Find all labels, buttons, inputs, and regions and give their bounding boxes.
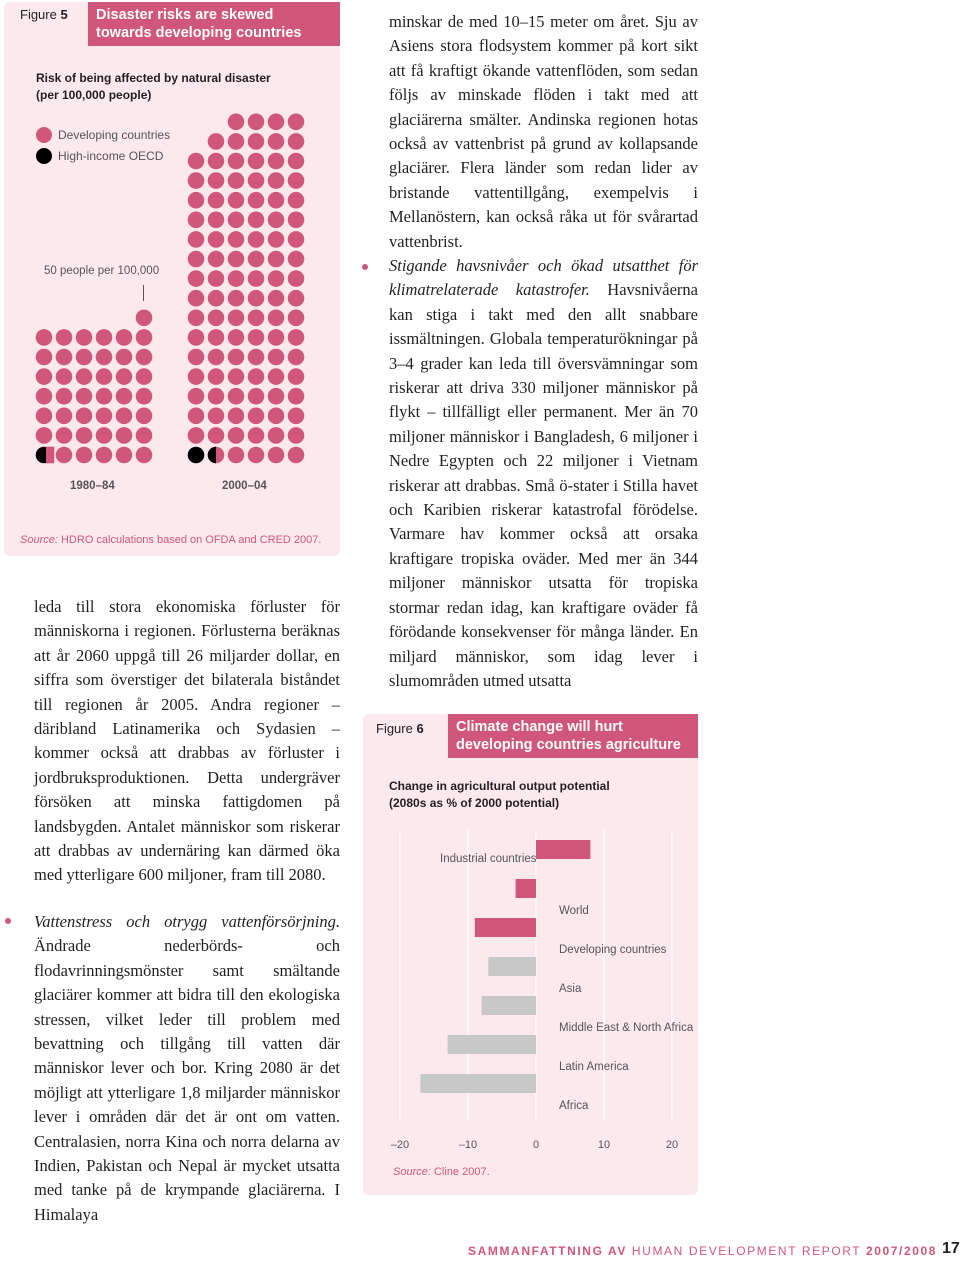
dot-developing bbox=[228, 212, 245, 229]
figure5-caption: Risk of being affected by natural disaster (per 100,000 people) bbox=[36, 71, 271, 102]
period-label-1980: 1980–84 bbox=[70, 480, 115, 492]
dot-developing bbox=[46, 447, 54, 464]
dot-developing bbox=[116, 427, 133, 444]
dot-developing bbox=[188, 231, 205, 248]
dot-developing bbox=[208, 427, 225, 444]
dot-developing bbox=[136, 329, 153, 346]
dot-developing bbox=[288, 114, 305, 131]
dot-developing bbox=[228, 153, 245, 170]
dot-developing bbox=[136, 349, 153, 366]
bar-chart bbox=[363, 820, 698, 1160]
dot-developing bbox=[268, 192, 285, 209]
dot-developing bbox=[268, 388, 285, 405]
dot-developing bbox=[208, 270, 225, 287]
dot-developing bbox=[76, 329, 93, 346]
dot-developing bbox=[288, 251, 305, 268]
bullet-sea-level bbox=[362, 264, 368, 270]
page-number: 17 bbox=[942, 1240, 960, 1257]
dot-developing bbox=[56, 349, 73, 366]
dot-developing bbox=[56, 329, 73, 346]
dot-pictogram bbox=[0, 0, 340, 480]
bar-category-label: Middle East & North Africa bbox=[559, 1022, 694, 1034]
dot-developing bbox=[208, 329, 225, 346]
dot-developing bbox=[288, 388, 305, 405]
dot-developing bbox=[248, 310, 265, 327]
dot-developing bbox=[36, 368, 53, 385]
dot-developing bbox=[228, 427, 245, 444]
dot-developing bbox=[208, 310, 225, 327]
dot-high-income bbox=[208, 447, 216, 464]
dot-developing bbox=[208, 192, 225, 209]
dot-developing bbox=[76, 408, 93, 425]
dot-developing bbox=[56, 408, 73, 425]
dot-developing bbox=[268, 310, 285, 327]
dot-developing bbox=[208, 368, 225, 385]
dot-developing bbox=[76, 388, 93, 405]
dot-developing bbox=[268, 153, 285, 170]
dot-developing bbox=[96, 368, 113, 385]
dot-developing bbox=[76, 349, 93, 366]
dot-developing bbox=[248, 427, 265, 444]
dot-developing bbox=[248, 290, 265, 307]
dot-developing bbox=[228, 310, 245, 327]
dot-developing bbox=[76, 447, 93, 464]
dot-developing bbox=[268, 368, 285, 385]
dot-developing bbox=[116, 329, 133, 346]
dot-high-income bbox=[188, 447, 205, 464]
legend-high-income: High-income OECD bbox=[36, 148, 163, 164]
dot-developing bbox=[288, 447, 305, 464]
dot-developing bbox=[188, 192, 205, 209]
dot-developing bbox=[188, 368, 205, 385]
dot-developing bbox=[228, 349, 245, 366]
dot-developing bbox=[36, 349, 53, 366]
footer-running-head: SAMMANFATTNING AV HUMAN DEVELOPMENT REPORT 2007/2008 bbox=[468, 1244, 938, 1258]
dot-developing bbox=[188, 388, 205, 405]
bar-category-label: Africa bbox=[559, 1100, 589, 1112]
dot-developing bbox=[268, 251, 285, 268]
dot-developing bbox=[116, 349, 133, 366]
dot-developing bbox=[76, 427, 93, 444]
dot-developing bbox=[268, 408, 285, 425]
legend-developing: Developing countries bbox=[36, 127, 170, 143]
dot-developing bbox=[248, 153, 265, 170]
dots-1980-84 bbox=[36, 310, 153, 464]
dot-developing bbox=[188, 408, 205, 425]
figure6-caption: Change in agricultural output potential (2080s as % of 2000 potential) bbox=[389, 779, 610, 810]
dot-developing bbox=[228, 172, 245, 189]
dot-developing bbox=[188, 153, 205, 170]
dot-developing bbox=[228, 133, 245, 150]
figure6-label: Figure 6 bbox=[376, 721, 424, 736]
left-paragraph-2: Vattenstress och otrygg vattenförsörjning. Ändrade nederbörds- och flodavrinningsmönster samt smältande glaciärer kommer att bidra till den ekologiska stressen, vilket leder till problem med bevattning och tillgång till vatten där människor lever och bor. Kring 2080 är det möjligt att ytterligare 1,8 miljarder människor lever i områden där det är ont om vatten. Centralasien, norra Kina och norra delarna av Indien, Pakistan och Nepal är mycket utsatta med tanke på de krympande glaciärerna. I Himalaya bbox=[34, 912, 340, 1224]
dot-developing bbox=[268, 212, 285, 229]
dot-developing bbox=[96, 329, 113, 346]
dot-developing bbox=[188, 427, 205, 444]
dot-developing bbox=[188, 349, 205, 366]
dot-developing bbox=[248, 231, 265, 248]
dot-developing bbox=[136, 310, 153, 327]
bar-category-label: World bbox=[559, 905, 589, 917]
dot-developing bbox=[228, 408, 245, 425]
dot-developing bbox=[268, 349, 285, 366]
dot-developing bbox=[248, 368, 265, 385]
water-heading: Vattenstress och otrygg vattenförsörjning. bbox=[34, 912, 340, 931]
dot-developing bbox=[96, 388, 113, 405]
dot-developing bbox=[116, 388, 133, 405]
dot-developing bbox=[56, 447, 73, 464]
dot-developing bbox=[208, 153, 225, 170]
dot-developing bbox=[208, 290, 225, 307]
bar bbox=[516, 879, 536, 898]
dot-developing bbox=[228, 231, 245, 248]
dot-developing bbox=[188, 310, 205, 327]
dot-developing bbox=[56, 427, 73, 444]
dot-developing bbox=[76, 368, 93, 385]
dot-developing bbox=[188, 270, 205, 287]
dot-developing bbox=[36, 388, 53, 405]
dot-developing bbox=[188, 172, 205, 189]
dot-developing bbox=[268, 290, 285, 307]
dot-developing bbox=[228, 290, 245, 307]
period-label-2000: 2000–04 bbox=[222, 480, 267, 492]
dot-developing bbox=[288, 212, 305, 229]
dot-developing bbox=[288, 427, 305, 444]
dot-developing bbox=[268, 133, 285, 150]
dot-developing bbox=[228, 114, 245, 131]
bar-category-label: Industrial countries bbox=[440, 853, 537, 865]
dot-developing bbox=[36, 408, 53, 425]
dot-developing bbox=[228, 251, 245, 268]
dot-developing bbox=[228, 447, 245, 464]
dot-developing bbox=[116, 408, 133, 425]
dot-developing bbox=[248, 212, 265, 229]
dot-developing bbox=[288, 153, 305, 170]
dot-developing bbox=[96, 349, 113, 366]
dot-developing bbox=[136, 388, 153, 405]
dot-developing bbox=[188, 251, 205, 268]
dot-developing bbox=[136, 368, 153, 385]
dot-developing bbox=[56, 388, 73, 405]
dot-developing bbox=[96, 447, 113, 464]
dot-developing bbox=[268, 114, 285, 131]
dot-developing bbox=[248, 172, 265, 189]
scale-note: 50 people per 100,000 bbox=[44, 265, 160, 277]
x-tick-label: 10 bbox=[597, 1139, 611, 1151]
x-tick-label: –10 bbox=[458, 1139, 478, 1151]
dot-developing bbox=[208, 349, 225, 366]
x-tick-label: –20 bbox=[390, 1139, 410, 1151]
dot-developing bbox=[288, 368, 305, 385]
dot-developing bbox=[208, 251, 225, 268]
bar-category-label: Developing countries bbox=[559, 944, 667, 956]
dot-developing bbox=[136, 408, 153, 425]
dot-developing bbox=[248, 114, 265, 131]
dot-developing bbox=[188, 329, 205, 346]
dot-developing bbox=[288, 329, 305, 346]
dot-developing bbox=[248, 408, 265, 425]
x-tick-label: 0 bbox=[532, 1139, 540, 1151]
bar-category-label: Asia bbox=[559, 983, 582, 995]
dot-developing bbox=[248, 447, 265, 464]
bar bbox=[420, 1074, 536, 1093]
right-paragraph-1: minskar de med 10–15 meter om året. Sju av Asiens stora flodsystem kommer på kort sikt att få kraftigt ökande vattenflöden, som sedan följs av minskade flöden i takt med att glaciärerna smälter. Andinska regionen hotas också av vattenbrist på grund av kollapsande glaciärer. Flera länder som redan lider av bristande vattentillgång, exempelvis i Mellanöstern, kan också råka ut för svårartad vattenbrist. bbox=[389, 12, 698, 251]
dot-developing bbox=[228, 388, 245, 405]
bar-category-label: Latin America bbox=[559, 1061, 629, 1073]
dot-developing bbox=[288, 349, 305, 366]
bullet-water bbox=[5, 918, 11, 924]
dot-developing bbox=[96, 408, 113, 425]
dot-developing bbox=[228, 192, 245, 209]
dot-developing bbox=[288, 192, 305, 209]
figure6-title: Climate change will hurt developing countries agriculture bbox=[448, 714, 698, 758]
right-paragraph-2: Stigande havsnivåer och ökad utsatthet för klimatrelaterade katastrofer. Havsnivåerna kan stiga i takt med den allt snabbare issmältningen. Globala temperaturökningar på 3–4 grader kan leda till översvämningar som riskerar att driva 330 miljoner människor på flykt – tillfälligt eller permanent. Mer än 70 miljoner människor i Bangladesh, 6 miljoner i Nedre Egypten och 22 miljoner i Vietnam riskerar att drabbas. Små ö-stater i Stilla havet och Karibien riskerar katastrofal förödelse. Varmare hav kommer också att orsaka kraftigare tropiska oväder. Med mer än 344 miljoner människor utsatta för tropiska stormar redan idag, kan kraftigare oväder få förödande konsekvenser för många länder. En miljard människor, som idag lever i slumområden utmed utsatta bbox=[389, 256, 698, 690]
dot-developing bbox=[136, 447, 153, 464]
dot-developing bbox=[208, 212, 225, 229]
dot-developing bbox=[268, 231, 285, 248]
dot-developing bbox=[228, 368, 245, 385]
dot-developing bbox=[116, 447, 133, 464]
dot-developing bbox=[268, 329, 285, 346]
left-paragraph-1: leda till stora ekonomiska förluster för människorna i regionen. Förlusterna beräknas att år 2060 uppgå till 26 miljarder dollar, en siffra som överstiger det bilaterala biståndet till regionen år 2005. Andra regioner – däribland Latinamerika och Sydasien – kommer också att drabbas av förluster i jordbruksproduktionen. Detta undergräver försöken att minska fattigdomen på landsbygden. Antalet människor som riskerar att drabbas av undernäring kan därmed öka med ytterligare 600 miljoner, fram till 2080. bbox=[34, 597, 340, 885]
dot-developing bbox=[208, 231, 225, 248]
dot-developing bbox=[188, 290, 205, 307]
dot-developing bbox=[248, 251, 265, 268]
dot-developing bbox=[268, 270, 285, 287]
sea-level-heading: Stigande havsnivåer och ökad utsatthet för klimatrelaterade katastrofer. bbox=[389, 256, 698, 300]
dot-developing bbox=[116, 368, 133, 385]
figure5-title: Disaster risks are skewed towards developing countries bbox=[88, 2, 340, 46]
dot-developing bbox=[36, 329, 53, 346]
dot-developing bbox=[228, 329, 245, 346]
dot-developing bbox=[228, 270, 245, 287]
dot-developing bbox=[288, 133, 305, 150]
dot-developing bbox=[56, 368, 73, 385]
dot-developing bbox=[248, 133, 265, 150]
dot-developing bbox=[288, 408, 305, 425]
figure6-source: Source: Cline 2007. bbox=[393, 1166, 490, 1178]
bar bbox=[448, 1035, 536, 1054]
dot-developing bbox=[288, 290, 305, 307]
dot-developing bbox=[288, 231, 305, 248]
dots-2000-04 bbox=[188, 114, 305, 464]
dot-developing bbox=[136, 427, 153, 444]
dot-developing bbox=[96, 427, 113, 444]
dot-developing bbox=[208, 408, 225, 425]
dot-developing bbox=[208, 133, 225, 150]
dot-developing bbox=[268, 447, 285, 464]
dot-developing bbox=[268, 172, 285, 189]
bar bbox=[475, 918, 536, 937]
dot-developing bbox=[248, 388, 265, 405]
dot-developing bbox=[208, 172, 225, 189]
figure5-source: Source: HDRO calculations based on OFDA and CRED 2007. bbox=[20, 534, 322, 546]
figure5-label: Figure 5 bbox=[20, 7, 68, 22]
dot-developing bbox=[288, 270, 305, 287]
dot-developing bbox=[188, 212, 205, 229]
bar bbox=[536, 840, 590, 859]
bar bbox=[488, 957, 536, 976]
bar bbox=[482, 996, 536, 1015]
dot-developing bbox=[36, 427, 53, 444]
dot-developing bbox=[248, 270, 265, 287]
dot-developing bbox=[288, 172, 305, 189]
dot-developing bbox=[288, 310, 305, 327]
dot-developing bbox=[248, 349, 265, 366]
dot-developing bbox=[248, 329, 265, 346]
dot-developing bbox=[208, 388, 225, 405]
dot-developing bbox=[248, 192, 265, 209]
dot-developing bbox=[268, 427, 285, 444]
x-tick-label: 20 bbox=[665, 1139, 679, 1151]
